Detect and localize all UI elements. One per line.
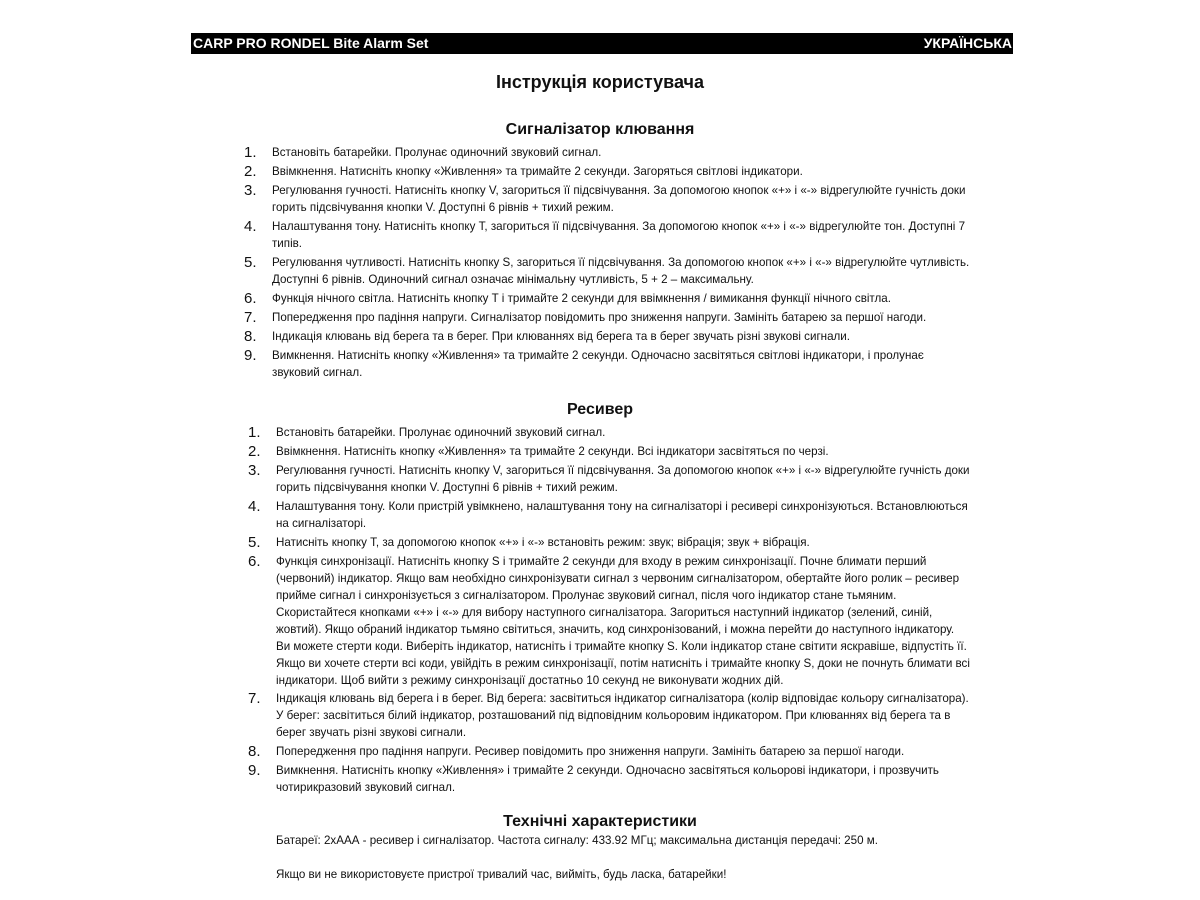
step-number: 9. bbox=[248, 762, 261, 779]
step-text: Натисніть кнопку T, за допомогою кнопок «+» і «-» встановіть режим: звук; вібрація; звук + вібрація. bbox=[276, 536, 810, 549]
alarm-step-4 bbox=[244, 218, 969, 254]
step-text: Індикація клювань від берега та в берег. При клюваннях від берега та в берег звучать різні звукові сигнали. bbox=[272, 330, 850, 343]
step-text: Функція нічного світла. Натисніть кнопку T і тримайте 2 секунди для ввімкнення / вимикання функції нічного світла. bbox=[272, 292, 891, 305]
step-number: 8. bbox=[248, 743, 261, 760]
receiver-step-7 bbox=[248, 690, 970, 743]
step-text-line: Індикація клювань від берега і в берег. Від берега: засвітиться індикатор сигналізатора (колір відповідає кольору сигналізатора). bbox=[276, 692, 969, 705]
step-number: 6. bbox=[248, 553, 261, 570]
step-text-line: Функція синхронізації. Натисніть кнопку S і тримайте 2 секунди для входу в режим синхронізації. Почне блимати перший bbox=[276, 555, 927, 568]
step-text-line: У берег: засвітиться білий індикатор, розташований під відповідним кольоровим індикатором. При клюваннях від берега та в bbox=[276, 709, 951, 722]
step-text-line: Ви можете стерти коди. Виберіть індикатор, натисніть і тримайте кнопку S. Коли індикатор стане світити яскравіше, відпустіть її. bbox=[276, 640, 967, 653]
step-text-line: Налаштування тону. Натисніть кнопку T, загориться її підсвічування. За допомогою кнопок «+» і «-» відрегулюйте тон. Доступні 7 bbox=[272, 220, 966, 233]
step-text-line: Доступні 6 рівнів. Одиночний сигнал означає мінімальну чутливість, 5 + 2 – максимальну. bbox=[272, 273, 754, 286]
step-number: 1. bbox=[248, 424, 261, 441]
step-text: Ввімкнення. Натисніть кнопку «Живлення» та тримайте 2 секунди. Всі індикатори засвітяться по черзі. bbox=[276, 445, 829, 458]
receiver-step-1 bbox=[248, 424, 970, 443]
step-number: 7. bbox=[248, 690, 261, 707]
step-text-line: Вимкнення. Натисніть кнопку «Живлення» і тримайте 2 секунди. Одночасно засвітяться кольорові індикатори, і прозвучить bbox=[276, 764, 939, 777]
step-text-line: (червоний) індикатор. Якщо вам необхідно синхронізувати сигнал з червоним сигналізатором, обертайте його ролик – ресивер bbox=[276, 572, 960, 585]
step-number: 2. bbox=[244, 163, 257, 180]
step-number: 3. bbox=[248, 462, 261, 479]
step-text-line: горить підсвічування кнопки V. Доступні 6 рівнів + тихий режим. bbox=[272, 201, 614, 214]
step-number: 1. bbox=[244, 144, 257, 161]
alarm-steps-list bbox=[244, 144, 970, 383]
step-number: 3. bbox=[244, 182, 257, 199]
alarm-step-8 bbox=[244, 328, 969, 347]
step-text-line: Регулювання гучності. Натисніть кнопку V, загориться її підсвічування. За допомогою кнопок «+» і «-» відрегулюйте гучність доки bbox=[272, 184, 966, 197]
step-text-line: Скористайтеся кнопками «+» і «-» для вибору наступного сигналізатора. Загориться наступний індикатор (зелений, синій, bbox=[276, 606, 933, 619]
step-text: Попередження про падіння напруги. Ресивер повідомить про зниження напруги. Замініть батарею за першої нагоди. bbox=[276, 745, 905, 758]
receiver-step-9 bbox=[248, 762, 970, 798]
step-text-line: типів. bbox=[272, 237, 303, 250]
step-number: 7. bbox=[244, 309, 257, 326]
step-text: Попередження про падіння напруги. Сигналізатор повідомить про зниження напруги. Замініть батарею за першої нагоди. bbox=[272, 311, 927, 324]
alarm-step-5 bbox=[244, 254, 970, 290]
step-text-line: Налаштування тону. Коли пристрій увімкнено, налаштування тону на сигналізаторі і ресивері синхронізуються. Встановлюються bbox=[276, 500, 968, 513]
step-text: Ввімкнення. Натисніть кнопку «Живлення» та тримайте 2 секунди. Загоряться світлові індикатори. bbox=[272, 165, 803, 178]
step-number: 9. bbox=[244, 347, 257, 364]
step-number: 5. bbox=[244, 254, 257, 271]
receiver-step-4 bbox=[248, 498, 970, 534]
document-title: Інструкція користувача bbox=[495, 72, 704, 92]
alarm-section-title: Сигналізатор клювання bbox=[505, 121, 695, 138]
step-text-line: Якщо ви хочете стерти всі коди, увійдіть в режим синхронізації, потім натисніть і тримайте кнопку S, доки не почнуть блимати всі bbox=[276, 657, 970, 670]
step-text-line: індикатори. Щоб вийти з режиму синхронізації достатньо 10 секунд не виконувати жодних дій. bbox=[276, 674, 784, 687]
step-number: 4. bbox=[244, 218, 257, 235]
language-label: УКРАЇНСЬКА bbox=[923, 35, 1012, 51]
step-text-line: прийме сигнал і синхронізується з сигналізатором. Пролунає звуковий сигнал, після чого індикатор стане тьмяним. bbox=[276, 589, 897, 602]
alarm-step-3 bbox=[244, 182, 969, 218]
step-text-line: Регулювання гучності. Натисніть кнопку V, загориться її підсвічування. За допомогою кнопок «+» і «-» відрегулюйте гучність доки bbox=[276, 464, 970, 477]
specs-section-title: Технічні характеристики bbox=[503, 813, 697, 830]
receiver-step-6 bbox=[248, 553, 970, 690]
product-name: CARP PRO RONDEL Bite Alarm Set bbox=[193, 35, 429, 51]
specs-line: Батареї: 2хААА - ресивер і сигналізатор. Частота сигналу: 433.92 МГц; максимальна дистанція передачі: 250 м. bbox=[276, 834, 878, 847]
step-text-line: на сигналізаторі. bbox=[276, 517, 367, 530]
step-text: Встановіть батарейки. Пролунає одиночний звуковий сигнал. bbox=[276, 426, 606, 439]
step-number: 2. bbox=[248, 443, 261, 460]
receiver-step-2 bbox=[248, 443, 970, 462]
step-number: 4. bbox=[248, 498, 261, 515]
battery-note: Якщо ви не використовуєте пристрої тривалий час, вийміть, будь ласка, батарейки! bbox=[276, 868, 727, 881]
receiver-steps-list bbox=[248, 424, 970, 798]
step-text: Встановіть батарейки. Пролунає одиночний звуковий сигнал. bbox=[272, 146, 602, 159]
receiver-section-title: Ресивер bbox=[567, 401, 633, 418]
step-text-line: берег звучать різні звукові сигнали. bbox=[276, 726, 467, 739]
step-number: 6. bbox=[244, 290, 257, 307]
step-number: 8. bbox=[244, 328, 257, 345]
step-number: 5. bbox=[248, 534, 261, 551]
receiver-step-5 bbox=[248, 534, 970, 553]
header-bar bbox=[191, 33, 1013, 54]
step-text-line: звуковий сигнал. bbox=[272, 366, 363, 379]
step-text-line: жовтий). Якщо обраний індикатор тьмяно світиться, значить, код синхронізований, і можна перейти до наступного індикатору. bbox=[276, 623, 955, 636]
step-text-line: горить підсвічування кнопки V. Доступні 6 рівнів + тихий режим. bbox=[276, 481, 618, 494]
step-text-line: Регулювання чутливості. Натисніть кнопку S, загориться її підсвічування. За допомогою кнопок «+» і «-» відрегулюйте чутливість. bbox=[272, 256, 970, 269]
step-text-line: чотирикразовий звуковий сигнал. bbox=[276, 781, 456, 794]
alarm-step-6 bbox=[244, 290, 969, 309]
receiver-step-3 bbox=[248, 462, 970, 498]
alarm-step-1 bbox=[244, 144, 969, 163]
receiver-step-8 bbox=[248, 743, 970, 762]
alarm-step-2 bbox=[244, 163, 969, 182]
step-text-line: Вимкнення. Натисніть кнопку «Живлення» та тримайте 2 секунди. Одночасно засвітяться світлові індикатори, і пролунає bbox=[272, 349, 924, 362]
alarm-step-7 bbox=[244, 309, 969, 328]
alarm-step-9 bbox=[244, 347, 969, 383]
